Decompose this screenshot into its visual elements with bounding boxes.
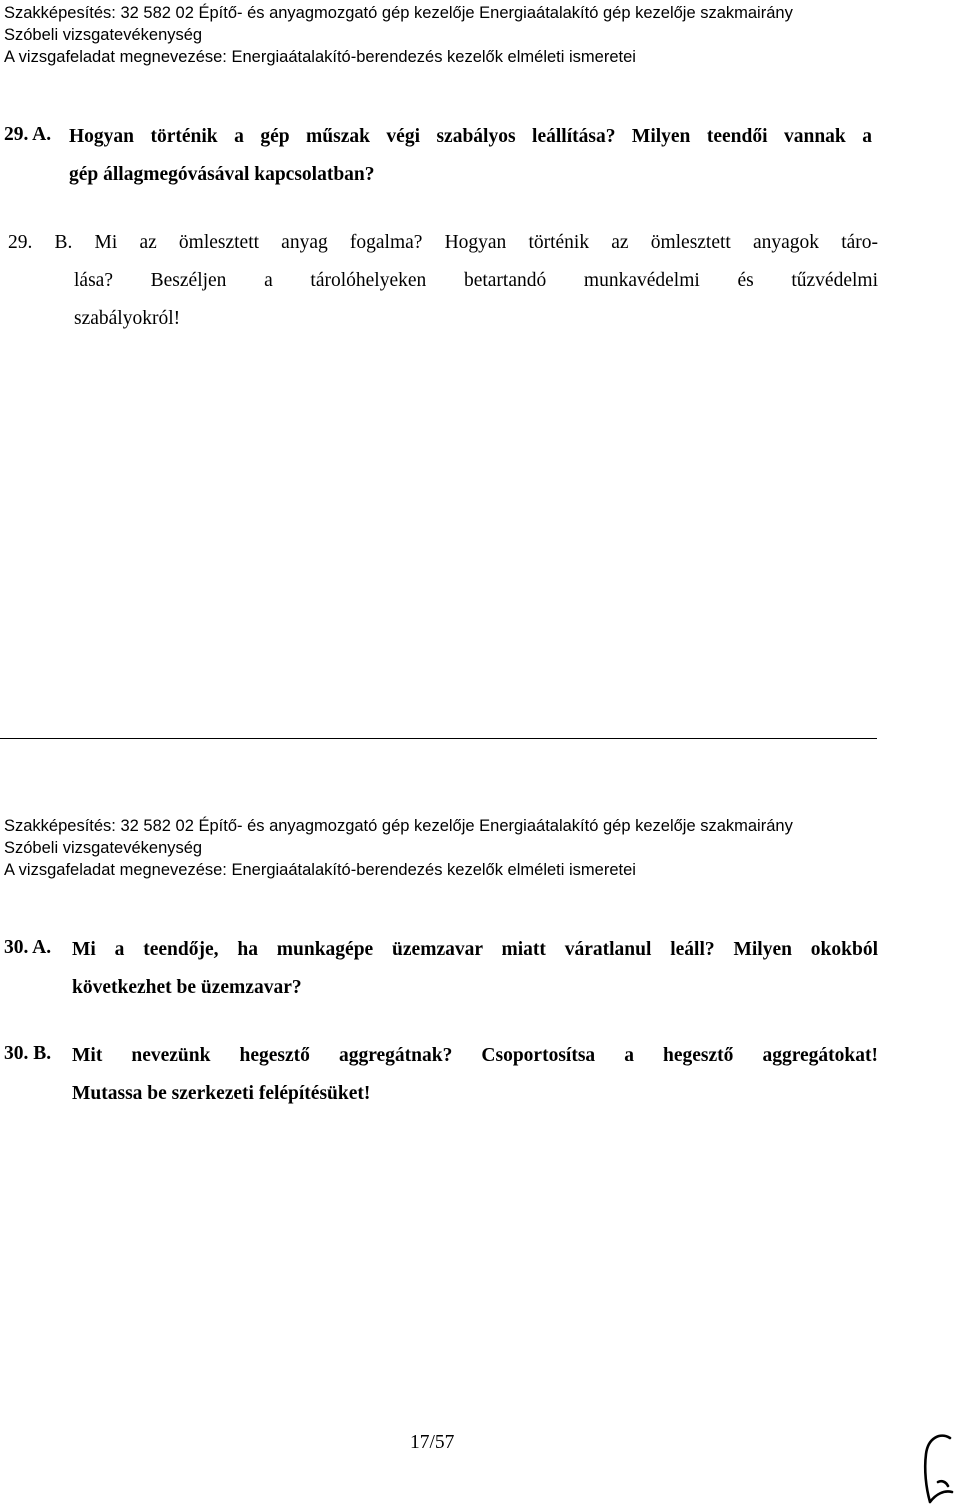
question-30a-label: 30. A. [4, 937, 52, 958]
question-29a-line-2: gép állagmegóvásával kapcsolatban? [69, 164, 375, 185]
page-divider [0, 738, 877, 739]
header-exam-type-2: Szóbeli vizsgatevékenység [4, 839, 203, 857]
page-header-top [4, 2, 793, 68]
question-29a-text [69, 124, 872, 200]
question-30a-line-2: következhet be üzemzavar? [72, 977, 302, 998]
question-29b-line-3: szabályokról! [74, 308, 181, 329]
header-task-name: A vizsgafeladat megnevezése: Energiaátalakító-berendezés kezelők elméleti ismeretei [4, 48, 636, 66]
page-number: 17/57 [410, 1432, 455, 1453]
signature-mark [916, 1430, 960, 1506]
header-qualification: Szakképesítés: 32 582 02 Építő- és anyagmozgató gép kezelője Energiaátalakító gép kezelője szakmairány [4, 4, 793, 22]
question-29b-line-2: lása? Beszéljen a tárolóhelyeken betartandó munkavédelmi és tűzvédelmi [74, 270, 878, 291]
question-30a-text [72, 937, 878, 1013]
header-task-name-2: A vizsgafeladat megnevezése: Energiaátalakító-berendezés kezelők elméleti ismeretei [4, 861, 636, 879]
question-30b-label: 30. B. [4, 1043, 52, 1064]
question-30b-text [72, 1043, 878, 1119]
question-29a-label: 29. A. [4, 124, 52, 145]
question-29b-line-1: 29. B. Mi az ömlesztett anyag fogalma? Hogyan történik az ömlesztett anyagok táro- [8, 232, 878, 253]
question-30b-line-1: Mit nevezünk hegesztő aggregátnak? Csoportosítsa a hegesztő aggregátokat! [72, 1045, 878, 1066]
question-29b-text [8, 230, 878, 344]
header-qualification-2: Szakképesítés: 32 582 02 Építő- és anyagmozgató gép kezelője Energiaátalakító gép kezelője szakmairány [4, 817, 793, 835]
question-30b-line-2: Mutassa be szerkezeti felépítésüket! [72, 1083, 371, 1104]
header-exam-type: Szóbeli vizsgatevékenység [4, 26, 203, 44]
question-29a-line-1: Hogyan történik a gép műszak végi szabályos leállítása? Milyen teendői vannak a [69, 126, 872, 147]
page-header-bottom [4, 815, 793, 881]
question-30a-line-1: Mi a teendője, ha munkagépe üzemzavar miatt váratlanul leáll? Milyen okokból [72, 939, 878, 960]
